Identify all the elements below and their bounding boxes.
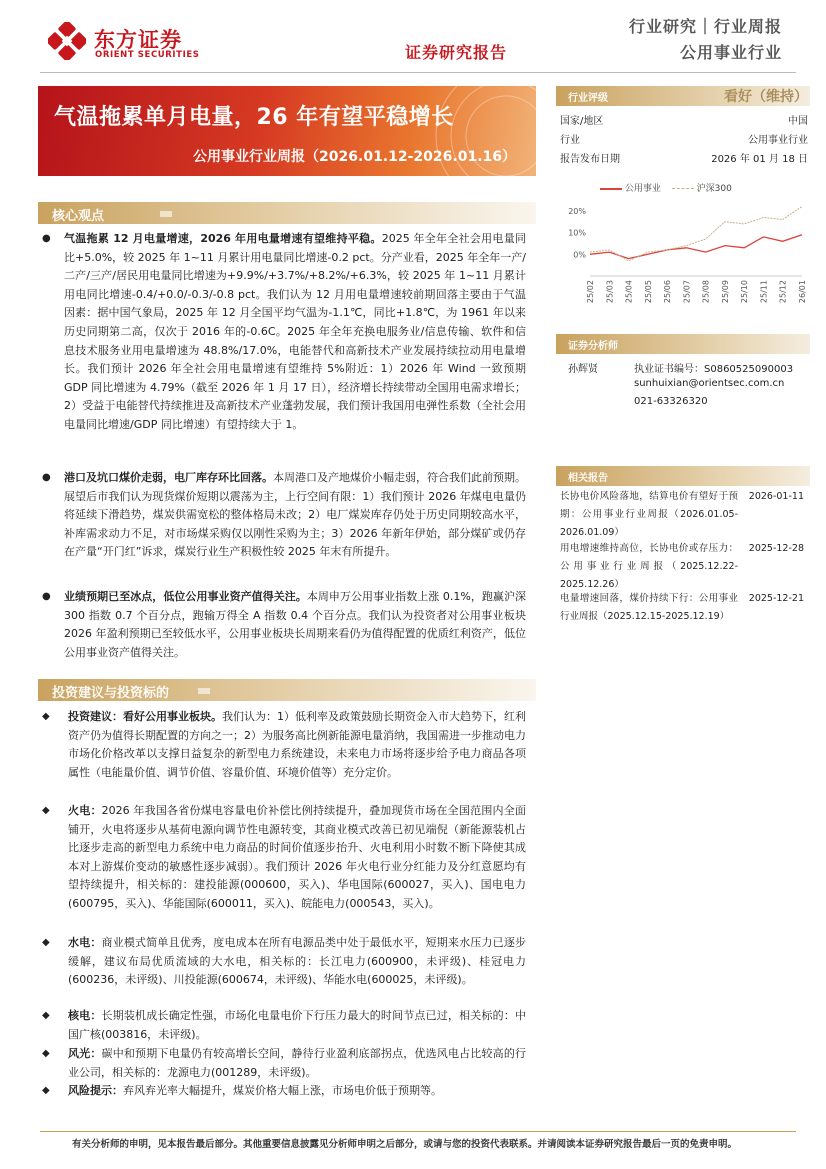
invest-paragraph-2: 火电：2026 年我国各省份煤电容量电价补偿比例持续提升，叠加现货市场在全国范围内全面铺开，火电将逐步从基荷电源向调节性电源转变，其商业模式改善已初见端倪（新能源装机占比逐步走高的新型电力系统中电力商品的时间价值逐步抬升、火电利用小时数不断下降使其成本对上游煤价变动的敏感性逐步减弱）。我们预计 2026 年火电行业分红能力及分红意愿均有望持续提升，相关标的：建投能源(000600，买入)、华电国际(600027，买入)、国电电力(600795，买入)、华能国际(600011，买入)、皖能电力(000543，买入)。 [68,804,526,910]
x-tick-label: 25/04 [624,280,634,304]
related-report-item[interactable] [560,590,808,626]
core-section-title: 核心观点 [52,209,105,224]
report-type: 证券研究报告 [405,43,508,62]
x-tick-label: 25/06 [663,280,673,304]
info-row-region: 国家/地区 中国 [560,116,808,127]
report-industry: 公用事业行业 [679,43,782,62]
core-paragraph-3: 业绩预期已至冰点，低位公用事业资产值得关注。本周申万公用事业指数上涨 0.1%，跑赢沪深 300 指数 0.7 个百分点，跑输万得全 A 指数 0.4 个百分点。我们认为投资者对公用事业板块 2026 年盈利预期已至较低水平，公用事业板块长周期来看仍为值得配置的优质红利资产，低位公用事业资产值得关注。 [64,590,526,659]
y-tick-label: 20% [568,206,586,216]
invest-paragraph-5: 风光：碳中和预期下电量仍有较高增长空间，静待行业盈利底部拐点，优选风电占比较高的行业公司，相关标的：龙源电力(001289，未评级)。 [68,1047,527,1079]
invest-paragraph-4: 核电：长期装机成长确定性强，市场化电量电价下行压力最大的时间节点已过，相关标的：中国广核(003816，未评级)。 [68,1009,527,1041]
invest-paragraph-3: 水电：商业模式简单且优秀，度电成本在所有电源品类中处于最低水平，短期来水压力已逐步缓解，建议布局优质流域的大水电，相关标的：长江电力(600900，未评级)、桂冠电力(600236，未评级)、川投能源(600674，未评级)、华能水电(600025，未评级)。 [68,936,527,987]
bullet-icon: ● [42,233,51,244]
core-paragraph-2: 港口及坑口煤价走弱，电厂库存环比回落。本周港口及产地煤价小幅走弱，符合我们此前预期。展望后市我们认为现货煤价短期以震荡为主，上行空间有限：1）我们预计 2026 年煤电电量仍将延续下滑趋势，煤炭供需宽松的整体格局未改；2）电厂煤炭库存仍处于历史同期较高水平，补库需求动力不足，对市场煤采购仅以刚性采购为主；3）2026 年新年伊始，部分煤矿或仍存在产量“开门红”诉求，煤炭行业生产积极性较 2025 年末有所提升。 [64,471,526,559]
bullet-icon: ◆ [42,937,50,948]
bullet-icon: ◆ [42,711,50,722]
x-tick-label: 25/12 [778,280,788,304]
header-divider [40,72,796,73]
legend-csi300: 沪深300 [696,184,732,194]
analyst-name: 孙辉贤 [568,364,598,375]
related-box-title: 相关报告 [568,473,608,484]
bullet-icon: ◆ [42,1085,50,1096]
title-banner [38,86,536,176]
y-tick-label: 0% [573,250,586,260]
related-report-title[interactable]: 电量增速回落，煤价持续下行：公用事业行业周报（2025.12.15-2025.12.19） [560,593,738,622]
footer-divider [40,1131,796,1132]
x-tick-label: 25/05 [643,280,653,304]
info-row-date: 报告发布日期 2026 年 01 月 18 日 [560,154,808,165]
core-section-header [38,202,536,224]
x-tick-label: 25/10 [740,280,750,304]
analyst-phone: 021-63326320 [634,396,708,407]
related-box-header [556,466,810,486]
x-tick-label: 25/03 [605,280,615,304]
logo-text-cn: 东方证券 [94,28,182,52]
industry-rating: 看好（维持） [724,89,808,105]
invest-paragraph-6: 风险提示：弃风弃光率大幅提升，煤炭价格大幅上涨，市场电价低于预期等。 [68,1084,442,1097]
x-tick-label: 25/11 [759,280,769,304]
bullet-icon: ◆ [42,1010,50,1021]
legend-line-csi300 [672,188,694,189]
legend-line-utilities [600,188,622,190]
report-subtitle: 公用事业行业周报（2026.01.12-2026.01.16） [193,149,516,165]
company-logo [48,22,228,64]
legend-utilities: 公用事业 [624,184,661,194]
analyst-box-header [556,334,810,354]
related-report-title[interactable]: 长协电价风险落地，结算电价有望好于预期：公用事业行业周报（2026.01.05-2026.01.09） [560,491,738,538]
related-report-item[interactable] [560,488,808,542]
report-title: 气温拖累单月电量，26 年有望平稳增长 [54,105,454,130]
x-tick-label: 25/02 [586,280,595,304]
analyst-box-title: 证券分析师 [568,341,618,352]
chart-legend [600,181,732,194]
info-row-industry: 行业 公用事业行业 [560,135,808,146]
related-report-title[interactable]: 用电增速维持高位，长协电价或存压力：公用事业行业周报（2025.12.22-2025.12.26） [560,543,738,590]
bullet-icon: ● [42,591,51,602]
y-tick-label: 10% [568,228,586,238]
series-line-csi300 [590,207,802,261]
series-line-utilities [590,235,802,259]
footer-disclaimer: 有关分析师的申明，见本报告最后部分。其他重要信息披露见分析师申明之后部分，或请与您的投资代表联系。并请阅读本证券研究报告最后一页的免责申明。 [72,1139,738,1150]
analyst-email[interactable]: sunhuixian@orientsec.com.cn [634,378,785,389]
invest-paragraph-1: 投资建议：看好公用事业板块。我们认为：1）低利率及政策鼓励长期资金入市大趋势下，红利资产仍为值得长期配置的方向之一；2）为服务高比例新能源电量消纳，我国需进一步推动电力市场化价格改革以支撑日益复杂的新型电力系统建设，未来电力市场将逐步给予电力商品各项属性（电能量价值、调节价值、容量价值、环境价值等）充分定价。 [68,710,526,779]
analyst-cert: 执业证书编号：S0860525090003 [634,364,794,375]
x-tick-label: 26/01 [798,280,807,304]
logo-mark-icon [48,22,86,60]
related-report-date: 2026-01-11 [748,491,804,502]
rating-box-title: 行业评级 [568,93,608,104]
related-report-date: 2025-12-28 [748,543,804,554]
core-paragraph-1: 气温拖累 12 月电量增速，2026 年用电量增速有望维持平稳。2025 年全年全社会用电量同比+5.0%，较 2025 年 1~11 月累计用电量同比增速-0.2 pct。分产业看，2025 年全年一产/二产/三产/居民用电量同比增速为+9.9%/+3.7%/+8.2%/+6.3%，较 2025 年 1~11 月累计用电同比增速-0.4/+0.0/-0.3/-0.8 pct。我们认为 12 月用电量增速较前期回落主要由于气温因素：据中国气象局，2025 年 12 月全国平均气温为-1.1℃，同比+1.8℃，为 1961 年以来历史同期第二高，仅次于 2016 年的-0.6C。2025 年全年充换电服务业/信息传输、软件和信息技术服务业用电量增速为 48.8%/17.0%，电能替代和高新技术产业发展持续拉动用电量增长。我们预计 2026 年全社会用电量增速有望维持 5%附近：1）2026 年 Wind 一致预期 GDP 同比增速为 4.79%（截至 2026 年 1 月 17 日），经济增长持续带动全国用电需求增长；2）受益于电能替代持续推进及高新技术产业蓬勃发展，我们预计我国用电弹性系数（全社会用电量同比增速/GDP 同比增速）有望持续大于 1。 [64,232,526,431]
bullet-icon: ◆ [42,1048,50,1059]
x-tick-label: 25/09 [720,280,730,304]
logo-text-en: ORIENT SECURITIES [95,50,200,60]
x-tick-label: 25/07 [682,280,692,304]
bullet-icon: ● [42,472,51,483]
related-report-date: 2025-12-21 [748,593,804,604]
report-category: 行业研究｜行业周报 [628,17,782,36]
invest-section-header [38,679,536,701]
performance-chart [558,194,808,322]
invest-section-title: 投资建议与投资标的 [52,686,170,701]
related-report-item[interactable] [560,540,808,594]
x-tick-label: 25/08 [701,280,711,304]
bullet-icon: ◆ [42,805,50,816]
